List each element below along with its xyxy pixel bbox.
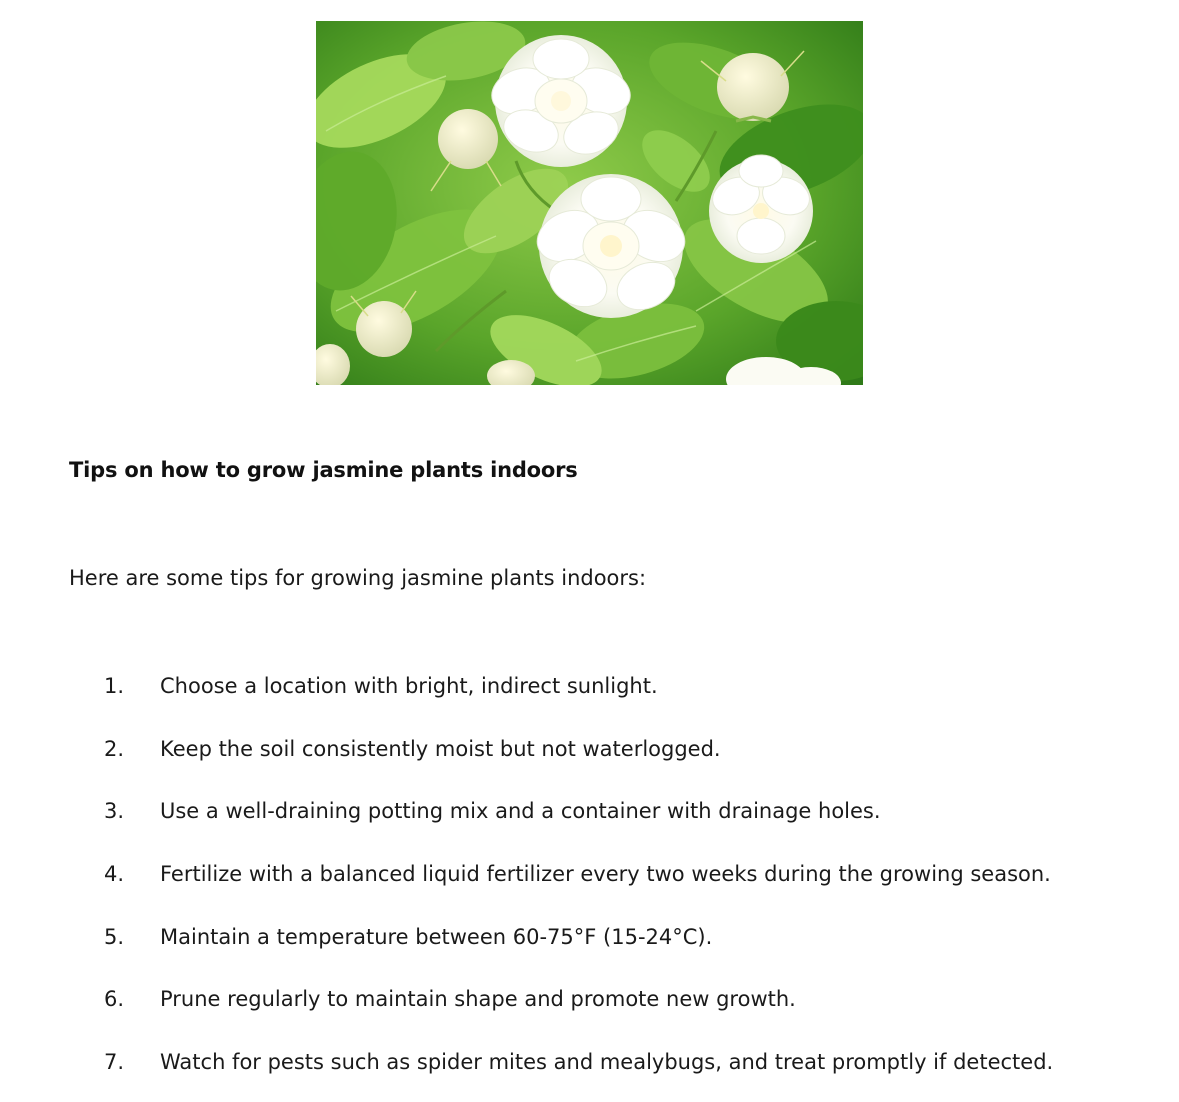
list-item-number: 4.: [104, 862, 125, 886]
list-item-text: Maintain a temperature between 60-75°F (15-24°C).: [160, 925, 713, 949]
list-item-number: 1.: [104, 674, 125, 698]
list-item: [0, 674, 1179, 704]
list-item-number: 2.: [104, 737, 125, 761]
list-item: [0, 862, 1179, 892]
list-item-number: 7.: [104, 1050, 125, 1074]
list-item: [0, 799, 1179, 829]
list-item-number: 5.: [104, 925, 125, 949]
intro-paragraph: Here are some tips for growing jasmine plants indoors:: [69, 566, 647, 590]
list-item-number: 6.: [104, 987, 125, 1011]
list-item-text: Use a well-draining potting mix and a container with drainage holes.: [160, 799, 881, 823]
article-heading: Tips on how to grow jasmine plants indoors: [69, 458, 578, 482]
list-item-text: Fertilize with a balanced liquid fertilizer every two weeks during the growing season.: [160, 862, 1051, 886]
list-item: [0, 737, 1179, 767]
list-item-text: Keep the soil consistently moist but not waterlogged.: [160, 737, 721, 761]
list-item: [0, 925, 1179, 955]
list-item-text: Watch for pests such as spider mites and mealybugs, and treat promptly if detected.: [160, 1050, 1054, 1074]
list-item-text: Choose a location with bright, indirect sunlight.: [160, 674, 658, 698]
list-item-text: Prune regularly to maintain shape and promote new growth.: [160, 987, 796, 1011]
list-item-number: 3.: [104, 799, 125, 823]
list-item: [0, 1050, 1179, 1080]
list-item: [0, 987, 1179, 1017]
